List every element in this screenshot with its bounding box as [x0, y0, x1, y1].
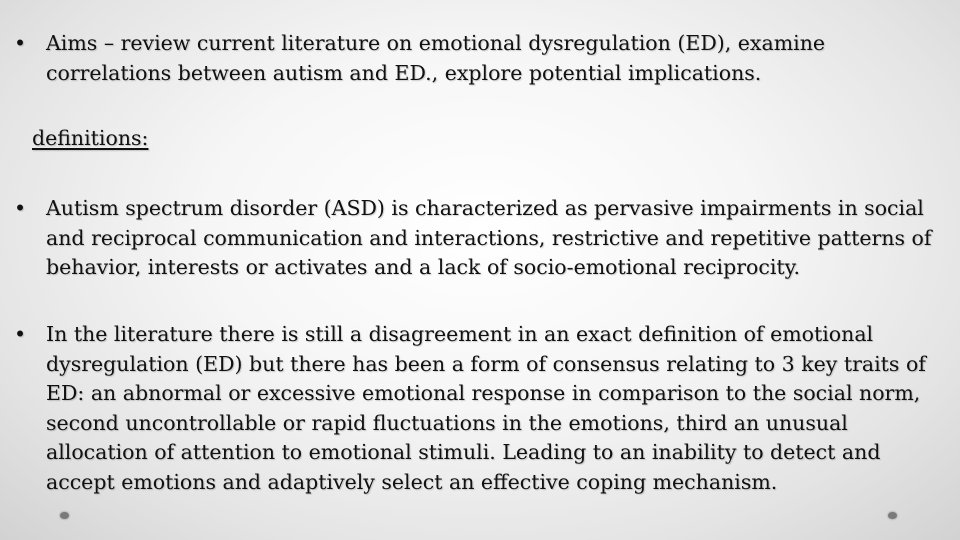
- definitions-heading: definitions:: [32, 126, 149, 150]
- bullet-marker: •: [14, 322, 27, 346]
- ed-definition-text: In the literature there is still a disagreement in an exact definition of emotional dysregulation (ED) but there has been a form of consensus relating to 3 key traits of ED: an abnormal or excessive emotional response in comparison to the social norm, second uncontrollable or rapid fluctuations in the emotions, third an unusual allocation of attention to emotional stimuli. Leading to an inability to detect and accept emotions and adaptively select an effective coping mechanism.: [46, 322, 926, 494]
- bullet-marker: •: [14, 196, 27, 220]
- bullet-ed-definition: [14, 320, 940, 497]
- bullet-asd-definition: [14, 194, 940, 283]
- bullet-marker: •: [14, 31, 27, 55]
- decorative-dot-left: [60, 512, 69, 519]
- bullet-aims: [14, 29, 940, 88]
- asd-definition-text: Autism spectrum disorder (ASD) is characterized as pervasive impairments in social and reciprocal communication and interactions, restrictive and repetitive patterns of behavior, interests or activates and a lack of socio-emotional reciprocity.: [46, 196, 932, 279]
- aims-text: Aims – review current literature on emotional dysregulation (ED), examine correlations between autism and ED., explore potential implications.: [46, 31, 826, 85]
- decorative-dot-right: [888, 512, 897, 519]
